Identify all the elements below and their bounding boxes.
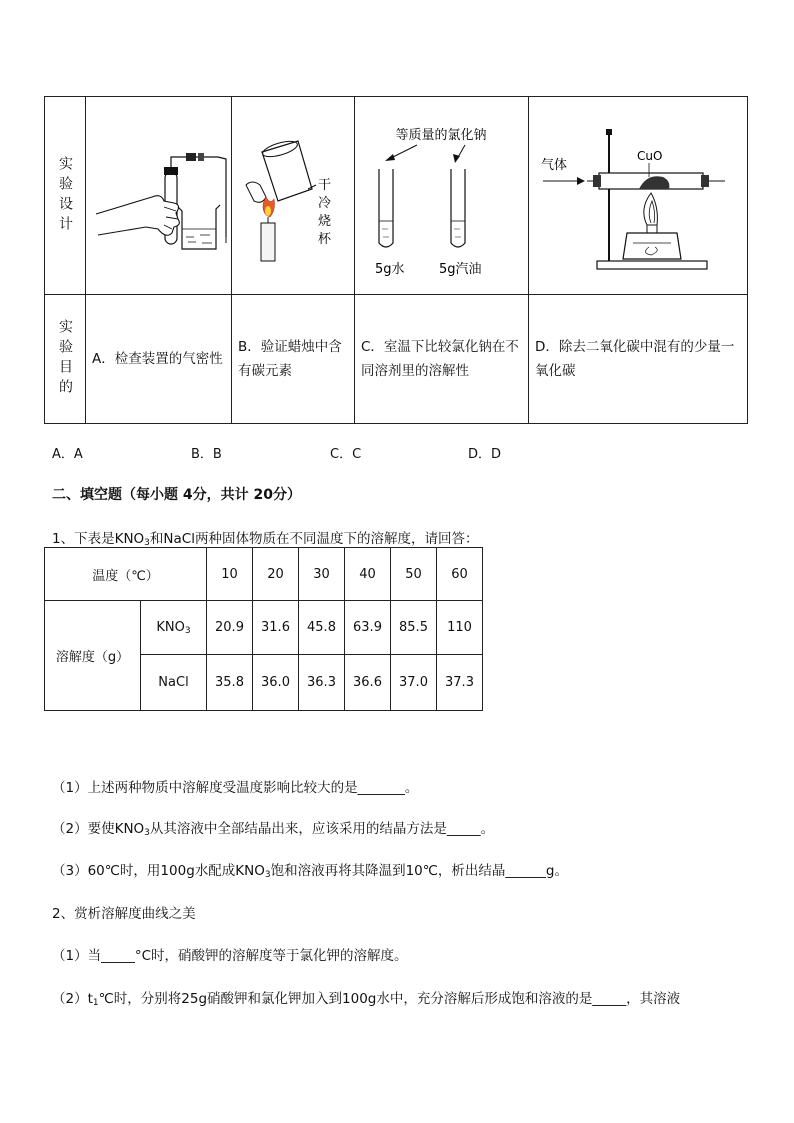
figure-b-label-3: 烧 [318,214,332,229]
purpose-label: 实验目的 [45,295,86,424]
q1-intro [52,527,478,548]
purpose-c: C．室温下比较氯化钠在不同溶剂里的溶解性 [355,295,529,424]
q1-sub-3 [52,859,568,880]
q1-intro-sub: 3 [144,538,150,548]
nacl-value: 37.0 [391,655,437,711]
nacl-value: 35.8 [207,655,253,711]
temp-cell: 60 [437,548,483,601]
section-heading: 二、填空题（每小题 4分，共计 20分） [52,487,301,503]
figure-d-apparatus [529,97,747,290]
figure-c-cell [355,97,529,295]
solubility-label: 溶解度（g） [45,601,141,711]
purpose-d: D．除去二氧化碳中混有的少量一氧化碳 [529,295,748,424]
design-label: 实验设计 [45,97,86,295]
experiment-table [44,96,748,424]
temp-cell: 10 [207,548,253,601]
q2-intro: 2、赏析溶解度曲线之美 [52,906,196,922]
kno3-label-sub: 3 [184,625,191,636]
q1-sub-2-sub: 3 [144,828,150,838]
q1-sub-2 [52,817,494,838]
nacl-label: NaCl [141,655,207,711]
figure-b-label-2: 冷 [318,196,332,211]
q2-sub-2-part2: ℃时，分别将25g硝酸钾和氯化钾加入到100g水中，充分溶解后形成饱和溶液的是_____，其溶液 [98,991,681,1007]
q1-sub-2-part1: （2）要使KNO [52,821,145,837]
figure-b-label-1: 干 [318,178,332,193]
temp-header: 温度（℃） [45,548,207,601]
figure-c-solubility [355,97,528,290]
solubility-table [44,547,483,711]
q2-sub-2 [52,987,680,1008]
figure-d-cell [529,97,748,295]
choice-b[interactable]: B．B [191,447,222,462]
kno3-value: 63.9 [345,601,391,655]
nacl-value: 36.3 [299,655,345,711]
q1-sub-3-part1: （3）60℃时，用100g水配成KNO [52,863,265,879]
q2-sub-2-part1: （2）t [52,991,93,1007]
kno3-value: 31.6 [253,601,299,655]
figure-d-gas-label: 气体 [541,158,568,173]
q2-sub-1: （1）当_____°C时，硝酸钾的溶解度等于氯化钾的溶解度。 [52,948,408,964]
q1-sub-3-sub: 3 [264,870,271,880]
nacl-value: 36.0 [253,655,299,711]
nacl-value: 36.6 [345,655,391,711]
figure-a-cell [86,97,232,295]
temp-cell: 20 [253,548,299,601]
kno3-label [141,601,207,655]
q1-sub-2-part2: 从其溶液中全部结晶出来，应该采用的结晶方法是_____。 [149,821,495,837]
q1-sub-3-part2: 饱和溶液再将其降温到10℃，析出结晶______g。 [270,863,568,879]
kno3-value: 20.9 [207,601,253,655]
choice-c[interactable]: C．C [330,447,362,462]
nacl-value: 37.3 [437,655,483,711]
choice-d[interactable]: D．D [468,447,502,462]
purpose-a: A．检查装置的气密性 [86,295,232,424]
kno3-value: 85.5 [391,601,437,655]
choice-a[interactable]: A．A [52,447,83,462]
q1-intro-part1: 1、下表是KNO [52,531,145,547]
figure-a-airtightness [86,97,231,290]
q2-sub-2-sub: 1 [92,998,99,1008]
temp-cell: 50 [391,548,437,601]
purpose-b: B．验证蜡烛中含有碳元素 [232,295,355,424]
figure-b-label-4: 杯 [318,232,332,247]
figure-c-right-label: 5g汽油 [439,262,482,277]
kno3-label-text: KNO [156,619,185,635]
figure-b-candle [232,97,354,290]
q1-intro-part2: 和NaCl两种固体物质在不同温度下的溶解度，请回答： [149,531,479,547]
figure-d-cuo-label: CuO [637,149,663,163]
figure-c-top-label: 等质量的氯化钠 [395,128,487,143]
q1-sub-1: （1）上述两种物质中溶解度受温度影响比较大的是_______。 [52,780,419,796]
figure-b-cell [232,97,355,295]
figure-c-left-label: 5g水 [375,262,405,277]
temp-cell: 30 [299,548,345,601]
kno3-value: 45.8 [299,601,345,655]
kno3-value: 110 [437,601,483,655]
temp-cell: 40 [345,548,391,601]
